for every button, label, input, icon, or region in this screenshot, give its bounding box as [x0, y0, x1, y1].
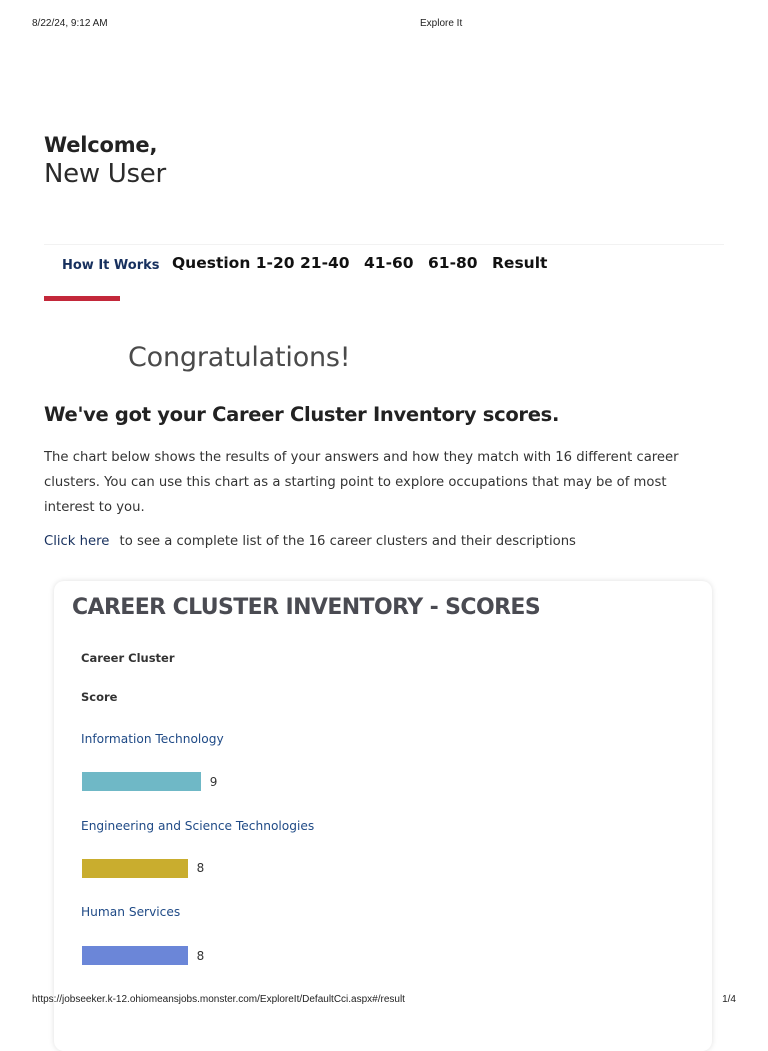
score-value-engineering-science: 8	[196, 861, 205, 875]
congratulations-heading: Congratulations!	[128, 342, 351, 373]
column-label-career-cluster: Career Cluster	[81, 651, 175, 665]
tab-21-40[interactable]: 21-40	[300, 254, 350, 272]
cluster-list-line	[44, 534, 576, 549]
card-title: CAREER CLUSTER INVENTORY - SCORES	[72, 595, 541, 620]
tab-61-80[interactable]: 61-80	[428, 254, 478, 272]
intro-paragraph: The chart below shows the results of your answers and how they match with 16 different career clusters. You can use this chart as a starting point to explore occupations that may be of most interest to you.	[44, 450, 679, 515]
print-title: Explore It	[420, 18, 463, 29]
cluster-name-human-services[interactable]: Human Services	[81, 905, 181, 919]
score-bar-engineering-science	[82, 859, 188, 878]
score-bar-information-technology	[82, 772, 201, 791]
print-page-number: 1/4	[722, 994, 736, 1005]
welcome-block	[44, 131, 166, 189]
scores-card	[54, 581, 712, 1051]
score-value-information-technology: 9	[209, 775, 218, 789]
tab-question-1-20[interactable]: Question 1-20	[172, 254, 295, 272]
cluster-list-text: to see a complete list of the 16 career clusters and their descriptions	[119, 534, 576, 549]
print-date: 8/22/24, 9:12 AM	[32, 18, 108, 29]
tab-how-it-works[interactable]: How It Works	[62, 258, 160, 273]
welcome-user-name: New User	[44, 159, 166, 189]
cluster-name-engineering-science[interactable]: Engineering and Science Technologies	[81, 819, 315, 833]
scores-headline: We've got your Career Cluster Inventory scores.	[44, 403, 560, 426]
score-bar-human-services	[82, 946, 188, 965]
score-value-human-services: 8	[196, 949, 205, 963]
print-url: https://jobseeker.k-12.ohiomeansjobs.monster.com/ExploreIt/DefaultCci.aspx#/result	[32, 994, 405, 1005]
cluster-name-information-technology[interactable]: Information Technology	[81, 732, 224, 746]
click-here-link[interactable]: Click here	[44, 534, 110, 549]
tab-bar	[44, 244, 724, 304]
column-label-score: Score	[81, 690, 118, 704]
active-tab-indicator	[44, 296, 120, 301]
tab-41-60[interactable]: 41-60	[364, 254, 414, 272]
tab-result[interactable]: Result	[492, 254, 548, 272]
welcome-greeting: Welcome,	[44, 133, 158, 157]
